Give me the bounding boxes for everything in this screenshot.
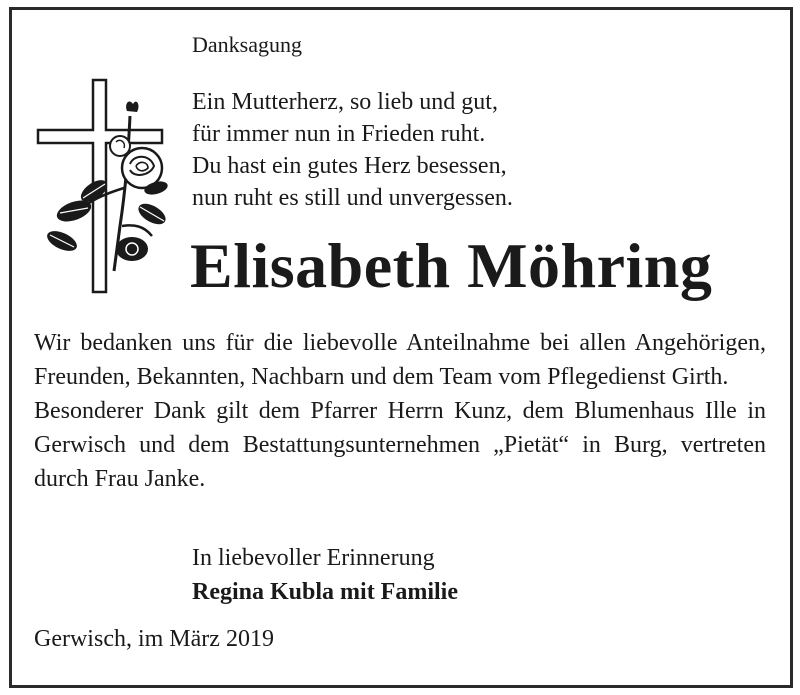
thanks-text — [34, 326, 766, 496]
heading: Danksagung — [192, 32, 302, 57]
place-date: Gerwisch, im März 2019 — [34, 626, 274, 652]
deceased-name: Elisabeth Möhring — [190, 230, 713, 301]
poem-line: für immer nun in Frieden ruht. — [192, 121, 486, 147]
poem — [192, 86, 513, 214]
poem-line: Du hast ein gutes Herz besessen, — [192, 153, 507, 179]
thanks-paragraph: Wir bedanken uns für die liebevolle Anteilnahme bei allen Angehörigen, Freunden, Bekannten, Nachbarn und dem Team vom Pflegedienst Girth. — [34, 330, 766, 390]
thanks-paragraph: Besonderer Dank gilt dem Pfarrer Herrn Kunz, dem Blumenhaus Ille in Gerwisch und dem Bestattungsunternehmen „Pietät“ in Burg, vertreten durch Frau Janke. — [34, 398, 766, 492]
closing — [192, 541, 458, 609]
poem-line: nun ruht es still und unvergessen. — [192, 185, 513, 211]
closing-line: In liebevoller Erinnerung — [192, 545, 435, 571]
cross-with-rose-emblem — [34, 76, 174, 296]
signature: Regina Kubla mit Familie — [192, 579, 458, 605]
poem-line: Ein Mutterherz, so lieb und gut, — [192, 89, 498, 115]
